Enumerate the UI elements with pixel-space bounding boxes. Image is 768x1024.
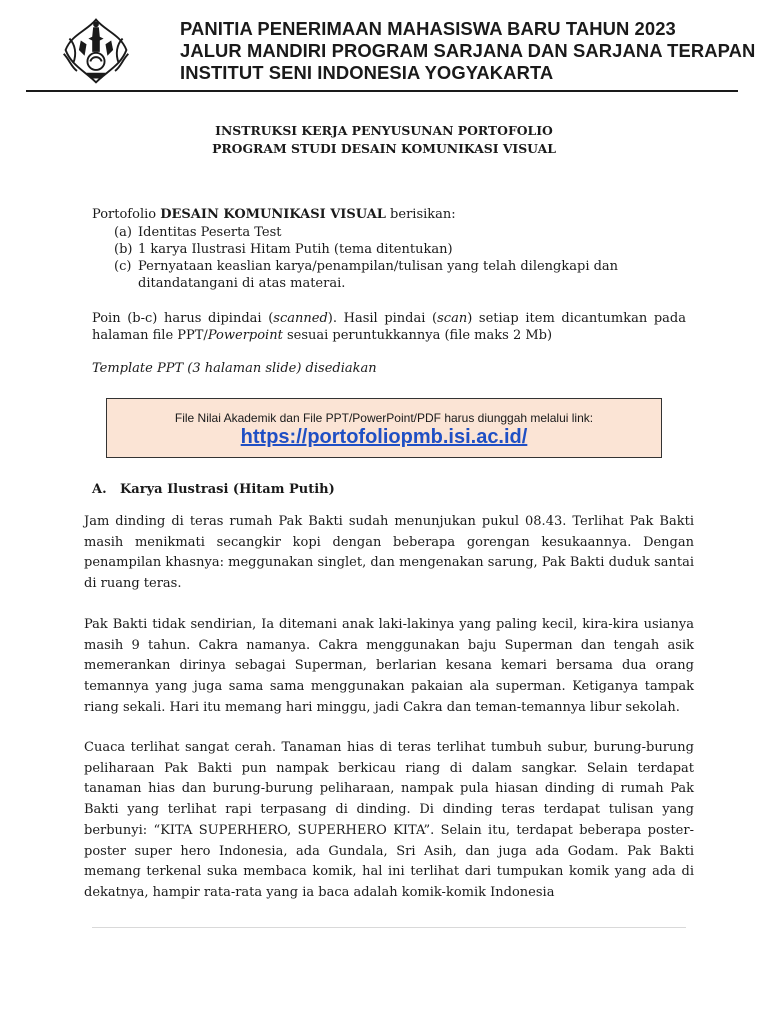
header-line-committee: PANITIA PENERIMAAN MAHASISWA BARU TAHUN 2023 [180, 18, 676, 39]
story-paragraph-1: Jam dinding di teras rumah Pak Bakti sudah menunjukan pukul 08.43. Terlihat Pak Bakti masih menikmati secangkir kopi dengan beberapa gorengan kesukaannya. Dengan penampilan khasnya: meggunakan singlet, dan mengenakan sarung, Pak Bakti duduk santai di ruang teras. [84, 514, 694, 592]
intro-prefix: Portofolio [92, 207, 161, 222]
list-text: Identitas Peserta Test [138, 225, 282, 240]
section-number: A. [92, 482, 107, 497]
title-line-1: INSTRUKSI KERJA PENYUSUNAN PORTOFOLIO [215, 123, 553, 138]
list-marker: (c) [114, 259, 132, 274]
intro-program-name: DESAIN KOMUNIKASI VISUAL [160, 207, 386, 222]
portfolio-intro [92, 206, 456, 223]
list-text: Pernyataan keaslian karya/penampilan/tulisan yang telah dilengkapi dan ditandatangani di atas materai. [138, 259, 619, 291]
section-heading [92, 481, 335, 498]
list-marker: (a) [114, 225, 132, 240]
title-line-2: PROGRAM STUDI DESAIN KOMUNIKASI VISUAL [212, 141, 556, 156]
scan-text: Poin (b-c) harus dipindai ( [92, 311, 274, 326]
list-text: 1 karya Ilustrasi Hitam Putih (tema ditentukan) [138, 242, 453, 257]
footer-divider [92, 927, 686, 928]
section-title: Karya Ilustrasi (Hitam Putih) [120, 482, 335, 497]
portfolio-contents-list [114, 224, 694, 292]
document-title [0, 122, 768, 158]
header-line-institute: INSTITUT SENI INDONESIA YOGYAKARTA [180, 62, 554, 83]
scan-text: ). Hasil pindai ( [327, 311, 438, 326]
header-line-program: JALUR MANDIRI PROGRAM SARJANA DAN SARJANA TERAPAN [180, 40, 756, 61]
scan-italic-term: scan [437, 311, 468, 326]
list-marker: (b) [114, 242, 133, 257]
list-item [114, 224, 694, 241]
scan-text: ) setiap item dicantumkan pada halaman file PPT/ [92, 311, 687, 343]
upload-link-box [106, 398, 662, 458]
intro-suffix: berisikan: [385, 207, 456, 222]
scan-instruction [92, 310, 686, 344]
template-note: Template PPT (3 halaman slide) disediakan [92, 361, 377, 376]
header-divider [26, 90, 738, 92]
story-paragraph-2: Pak Bakti tidak sendirian, Ia ditemani anak laki-lakinya yang paling kecil, kira-kira usianya masih 9 tahun. Cakra namanya. Cakra menggunakan baju Superman dan tengah asik memerankan dirinya sebagai Superman, berlarian kesana kemari bersama dua orang temannya yang juga sama sama menggunakan pakaian ala superman. Ketiganya tampak riang sekali. Hari itu memang hari minggu, jadi Cakra dan teman-temannya libur sekolah. [84, 617, 694, 715]
letterhead [26, 8, 756, 90]
scan-italic-term: scanned [273, 311, 328, 326]
upload-caption: File Nilai Akademik dan File PPT/PowerPoint/PDF harus diunggah melalui link: [174, 411, 594, 425]
scan-italic-term: Powerpoint [207, 328, 283, 343]
list-item [114, 241, 694, 258]
scan-text: sesuai peruntukkannya (file maks 2 Mb) [282, 328, 553, 343]
isi-yogyakarta-emblem-icon [58, 12, 134, 88]
story-paragraph-3: Cuaca terlihat sangat cerah. Tanaman hias di teras terlihat tumbuh subur, burung-burung peliharaan Pak Bakti pun nampak berkicau riang di dalam sangkar. Selain terdapat tanaman hias dan burung-burung peliharaan, nampak pula hiasan dinding di rumah Pak Bakti yang terlihat rapi terpasang di dinding. Di dinding teras terdapat tulisan yang berbunyi: “KITA SUPERHERO, SUPERHERO KITA”. Selain itu, terdapat beberapa poster-poster super hero Indonesia, ada Gundala, Sri Asih, dan juga ada Godam. Pak Bakti memang terkenal suka membaca komik, hal ini terlihat dari tumpukan komik yang ada di dekatnya, hampir rata-rata yang ia baca adalah komik-komik Indonesia [84, 740, 694, 900]
list-item [114, 258, 694, 292]
upload-link[interactable]: https://portofoliopmb.isi.ac.id/ [240, 426, 528, 448]
